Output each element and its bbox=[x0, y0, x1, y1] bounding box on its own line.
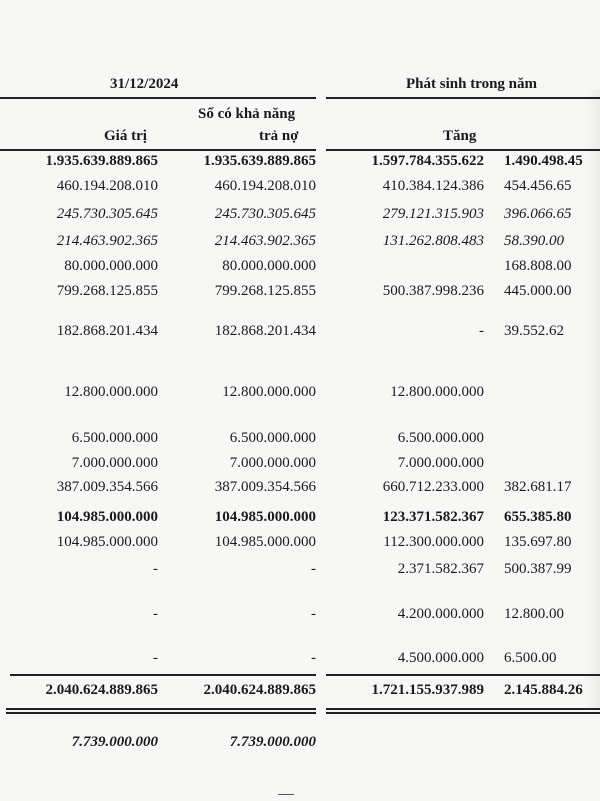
cell-row14-c3: 2.371.582.367 bbox=[397, 561, 484, 577]
cell-row2-c3: 410.384.124.386 bbox=[382, 178, 484, 194]
cell-row16-c4: 6.500.00 bbox=[504, 650, 557, 666]
date-header: 31/12/2024 bbox=[110, 76, 179, 92]
cell-row3-c2: 245.730.305.645 bbox=[214, 206, 316, 222]
cell-row11-c4: 382.681.17 bbox=[504, 479, 572, 495]
cell-row12-c1: 104.985.000.000 bbox=[56, 509, 158, 525]
total-double-rule-1-left bbox=[6, 708, 316, 710]
cell-row1-c2: 1.935.639.889.865 bbox=[203, 153, 316, 169]
cell-row3-c1: 245.730.305.645 bbox=[56, 206, 158, 222]
cell-row9-c3: 6.500.000.000 bbox=[397, 430, 484, 446]
total-decrease: 2.145.884.26 bbox=[504, 682, 583, 698]
total-double-rule-2-left bbox=[6, 712, 316, 714]
cell-row13-c3: 112.300.000.000 bbox=[383, 534, 484, 550]
cell-row12-c4: 655.385.80 bbox=[504, 509, 572, 525]
period-header: Phát sinh trong năm bbox=[406, 76, 538, 92]
footer-value: 7.739.000.000 bbox=[71, 734, 158, 750]
cell-row14-c2: - bbox=[311, 561, 316, 577]
cell-row15-c4: 12.800.00 bbox=[504, 606, 564, 622]
footer-debt-capacity: 7.739.000.000 bbox=[229, 734, 316, 750]
total-value: 2.040.624.889.865 bbox=[45, 682, 158, 698]
cell-row5-c2: 80.000.000.000 bbox=[222, 258, 316, 274]
cell-row4-c3: 131.262.808.483 bbox=[382, 233, 484, 249]
value-header: Giá trị bbox=[104, 128, 147, 144]
cell-row1-c1: 1.935.639.889.865 bbox=[45, 153, 158, 169]
total-debt-capacity: 2.040.624.889.865 bbox=[203, 682, 316, 698]
cell-row5-c4: 168.808.00 bbox=[504, 258, 572, 274]
cell-row6-c2: 799.268.125.855 bbox=[214, 283, 316, 299]
cell-row9-c1: 6.500.000.000 bbox=[71, 430, 158, 446]
cell-row3-c3: 279.121.315.903 bbox=[382, 206, 484, 222]
cell-row16-c2: - bbox=[311, 650, 316, 666]
total-double-rule-2-right bbox=[326, 712, 600, 714]
page-edge-shadow bbox=[586, 90, 600, 710]
total-increase: 1.721.155.937.989 bbox=[371, 682, 484, 698]
cell-row1-c4: 1.490.498.45 bbox=[504, 153, 583, 169]
cell-row10-c2: 7.000.000.000 bbox=[229, 455, 316, 471]
cell-row8-c1: 12.800.000.000 bbox=[64, 384, 158, 400]
cell-row10-c3: 7.000.000.000 bbox=[397, 455, 484, 471]
cell-row7-c2: 182.868.201.434 bbox=[214, 323, 316, 339]
total-rule-top-right bbox=[326, 674, 600, 676]
cell-row2-c1: 460.194.208.010 bbox=[56, 178, 158, 194]
subheader-rule-right bbox=[326, 149, 600, 151]
cell-row16-c3: 4.500.000.000 bbox=[397, 650, 484, 666]
cell-row11-c1: 387.009.354.566 bbox=[56, 479, 158, 495]
cell-row7-c3: - bbox=[479, 323, 484, 339]
cell-row4-c1: 214.463.902.365 bbox=[56, 233, 158, 249]
cell-row14-c4: 500.387.99 bbox=[504, 561, 572, 577]
cell-row16-c1: - bbox=[153, 650, 158, 666]
cell-row5-c1: 80.000.000.000 bbox=[64, 258, 158, 274]
header-rule-right bbox=[326, 97, 600, 99]
cell-row11-c2: 387.009.354.566 bbox=[214, 479, 316, 495]
header-rule-left bbox=[0, 97, 316, 99]
cell-row8-c2: 12.800.000.000 bbox=[222, 384, 316, 400]
cell-row1-c3: 1.597.784.355.622 bbox=[371, 153, 484, 169]
cell-row12-c3: 123.371.582.367 bbox=[382, 509, 484, 525]
debt-capacity-header-line1: Số có khả năng bbox=[198, 106, 296, 122]
cell-row8-c3: 12.800.000.000 bbox=[390, 384, 484, 400]
total-rule-top-left bbox=[10, 674, 316, 676]
cell-row10-c1: 7.000.000.000 bbox=[71, 455, 158, 471]
cell-row13-c4: 135.697.80 bbox=[504, 534, 572, 550]
increase-header: Tăng bbox=[443, 128, 477, 144]
total-double-rule-1-right bbox=[326, 708, 600, 710]
cell-row14-c1: - bbox=[153, 561, 158, 577]
cell-row6-c1: 799.268.125.855 bbox=[56, 283, 158, 299]
cell-row15-c3: 4.200.000.000 bbox=[397, 606, 484, 622]
debt-capacity-header-line2: trả nợ bbox=[259, 128, 299, 144]
cell-row6-c4: 445.000.00 bbox=[504, 283, 572, 299]
cell-row13-c2: 104.985.000.000 bbox=[214, 534, 316, 550]
cell-row2-c4: 454.456.65 bbox=[504, 178, 572, 194]
cell-row3-c4: 396.066.65 bbox=[504, 206, 572, 222]
cell-row6-c3: 500.387.998.236 bbox=[382, 283, 484, 299]
cell-row12-c2: 104.985.000.000 bbox=[214, 509, 316, 525]
cell-row2-c2: 460.194.208.010 bbox=[214, 178, 316, 194]
cell-row15-c2: - bbox=[311, 606, 316, 622]
cell-row15-c1: - bbox=[153, 606, 158, 622]
cell-row4-c2: 214.463.902.365 bbox=[214, 233, 316, 249]
cell-row7-c4: 39.552.62 bbox=[504, 323, 564, 339]
subheader-rule-left bbox=[0, 149, 316, 151]
cell-row7-c1: 182.868.201.434 bbox=[56, 323, 158, 339]
cell-row13-c1: 104.985.000.000 bbox=[56, 534, 158, 550]
cell-row11-c3: 660.712.233.000 bbox=[382, 479, 484, 495]
cell-row4-c4: 58.390.00 bbox=[504, 233, 564, 249]
cell-row9-c2: 6.500.000.000 bbox=[229, 430, 316, 446]
